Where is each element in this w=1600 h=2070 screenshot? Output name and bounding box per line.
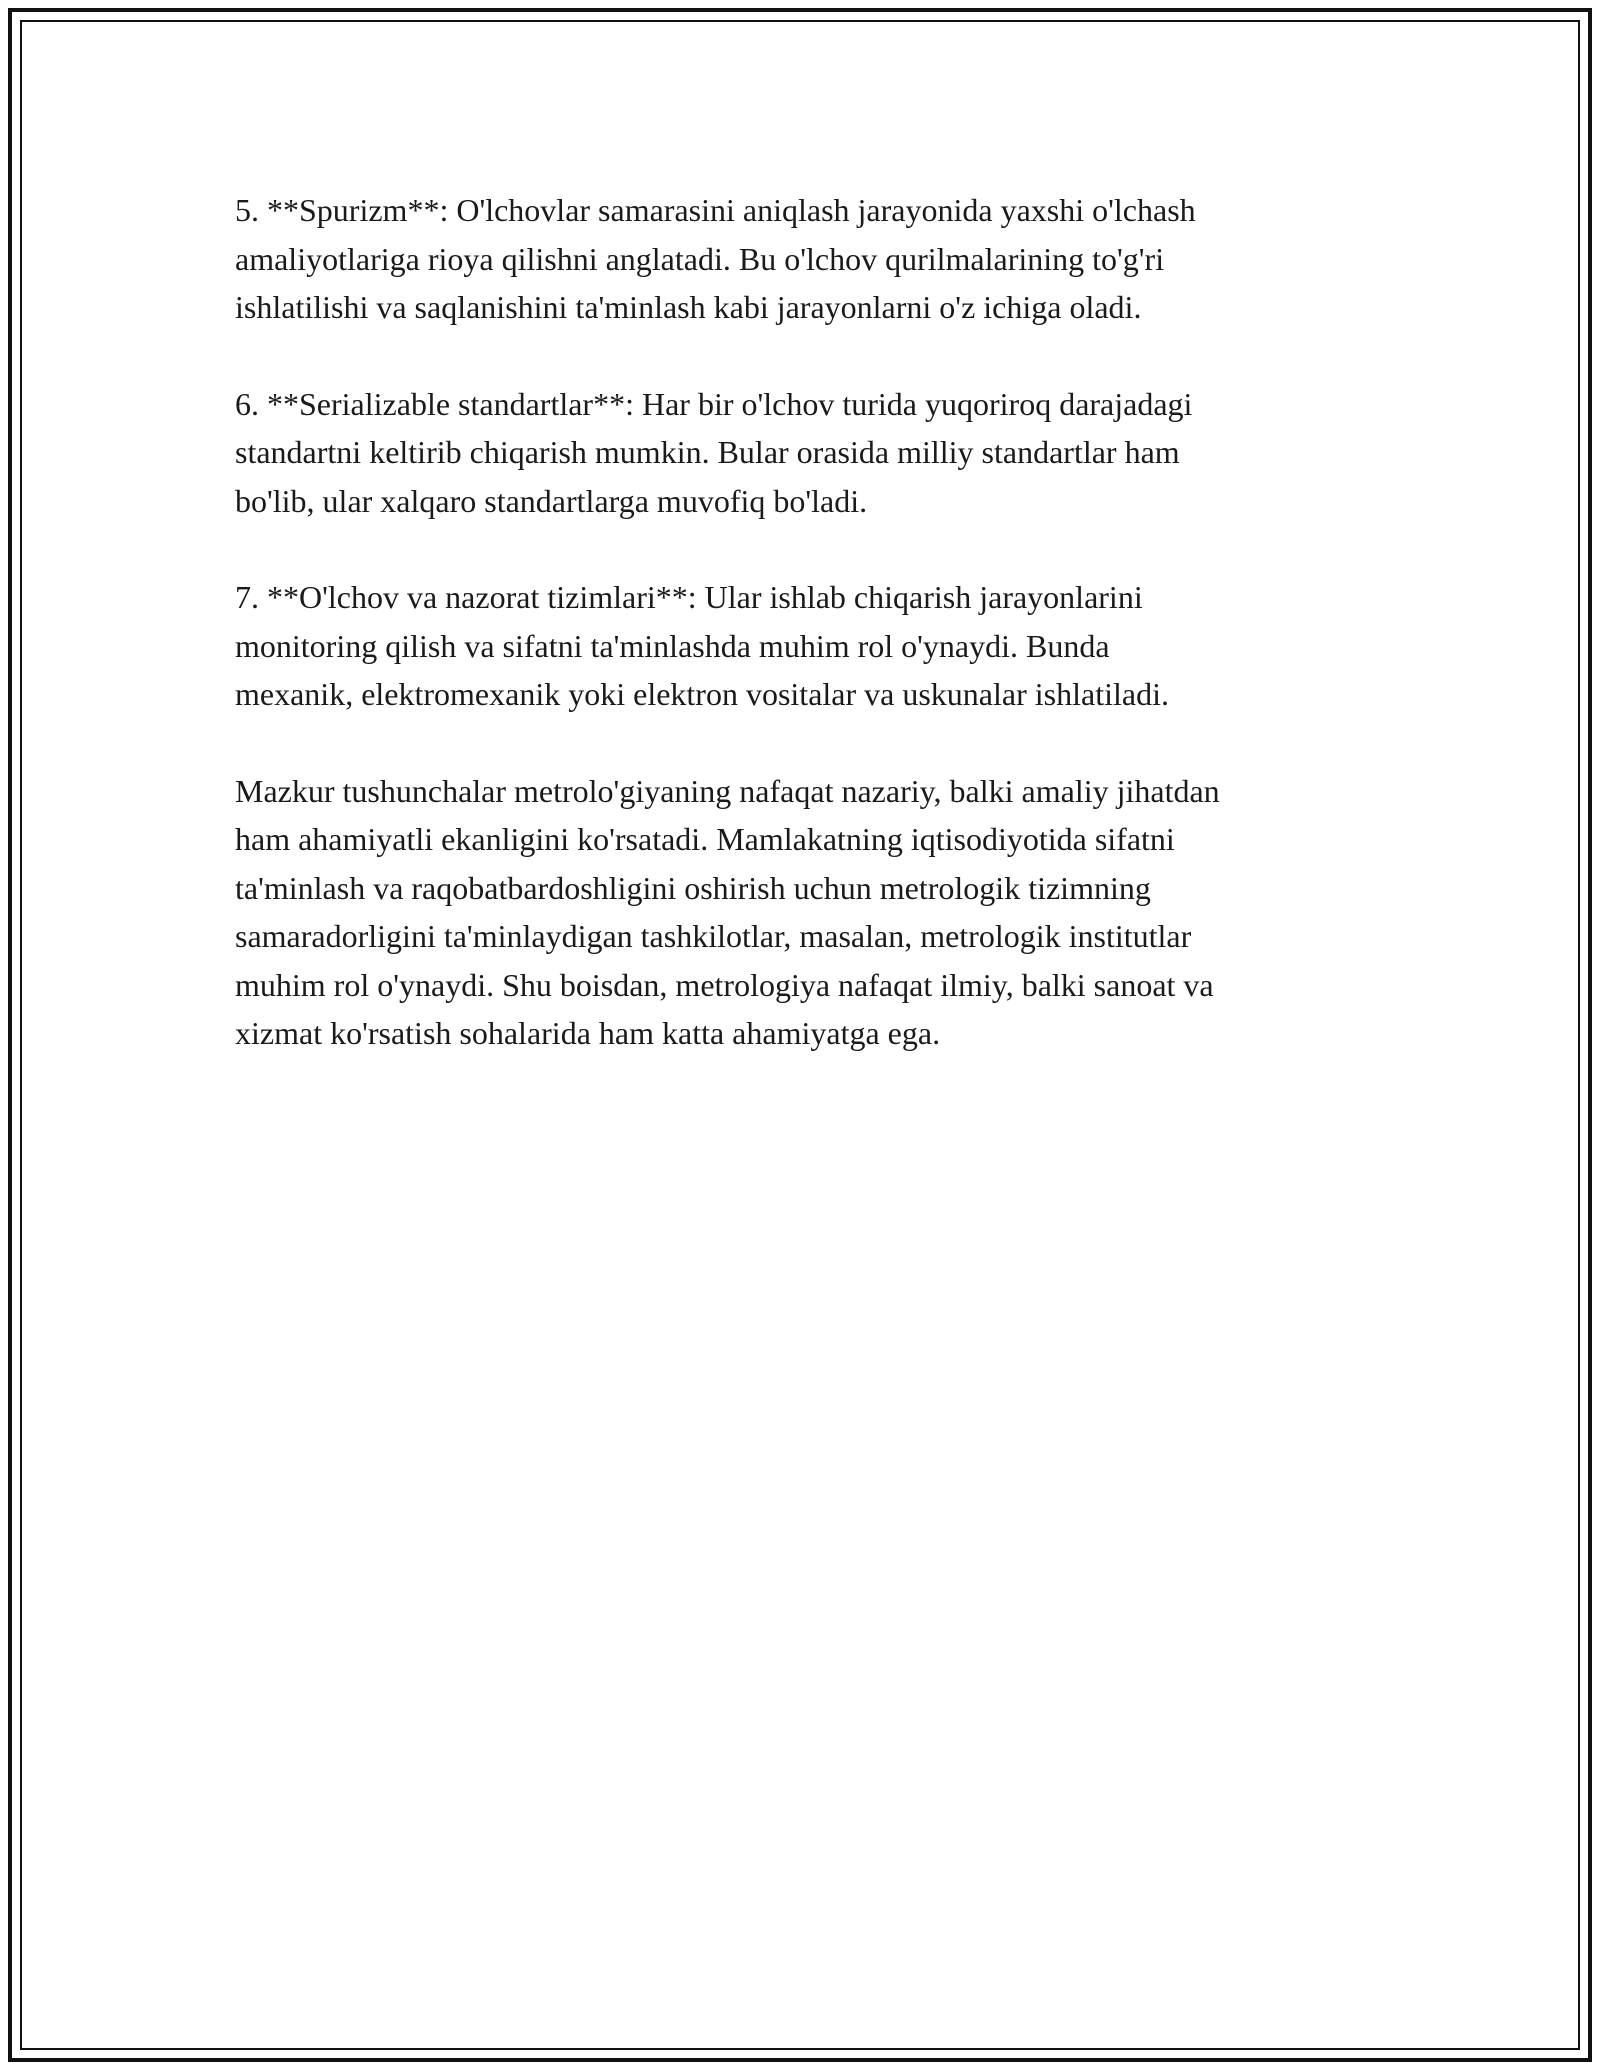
text-line: 7. **O'lchov va nazorat tizimlari**: Ular ishlab chiqarish jarayonlarini — [235, 579, 1143, 615]
text-line: Mazkur tushunchalar metrolo'giyaning nafaqat nazariy, balki amaliy jihatdan — [235, 772, 1220, 809]
text-line: ham ahamiyatli ekanligini ko'rsatadi. Mamlakatning iqtisodiyotida sifatni — [235, 821, 1175, 857]
text-line: mexanik, elektromexanik yoki elektron vositalar va uskunalar ishlatiladi. — [235, 676, 1169, 712]
text-line: ta'minlash va raqobatbardoshligini oshirish uchun metrologik tizimning — [235, 869, 1151, 906]
text-line: samaradorligini ta'minlaydigan tashkilotlar, masalan, metrologik institutlar — [235, 918, 1192, 954]
text-line: xizmat ko'rsatish sohalarida ham katta ahamiyatga ega. — [235, 1015, 941, 1051]
text-line: amaliyotlariga rioya qilishni anglatadi. Bu o'lchov qurilmalarining to'g'ri — [235, 240, 1165, 277]
text-line: 5. **Spurizm**: O'lchovlar samarasini aniqlash jarayonida yaxshi o'lchash — [235, 192, 1196, 228]
text-line: monitoring qilish va sifatni ta'minlashda muhim rol o'ynaydi. Bunda — [235, 627, 1110, 664]
text-line: ishlatilishi va saqlanishini ta'minlash kabi jarayonlarni o'z ichiga oladi. — [235, 289, 1142, 325]
text-line: standartni keltirib chiqarish mumkin. Bular orasida milliy standartlar ham — [235, 434, 1180, 470]
text-line: 6. **Serializable standartlar**: Har bir o'lchov turida yuqoriroq darajadagi — [235, 385, 1193, 422]
text-line: muhim rol o'ynaydi. Shu boisdan, metrologiya nafaqat ilmiy, balki sanoat va — [235, 966, 1214, 1003]
paragraph-spurizm — [235, 186, 1385, 332]
paragraph-conclusion — [235, 767, 1385, 1058]
text-line: bo'lib, ular xalqaro standartlarga muvofiq bo'ladi. — [235, 482, 868, 519]
paragraph-measurement-control-systems — [235, 573, 1385, 719]
paragraph-serializable-standards — [235, 380, 1385, 526]
document-body — [235, 186, 1385, 1106]
